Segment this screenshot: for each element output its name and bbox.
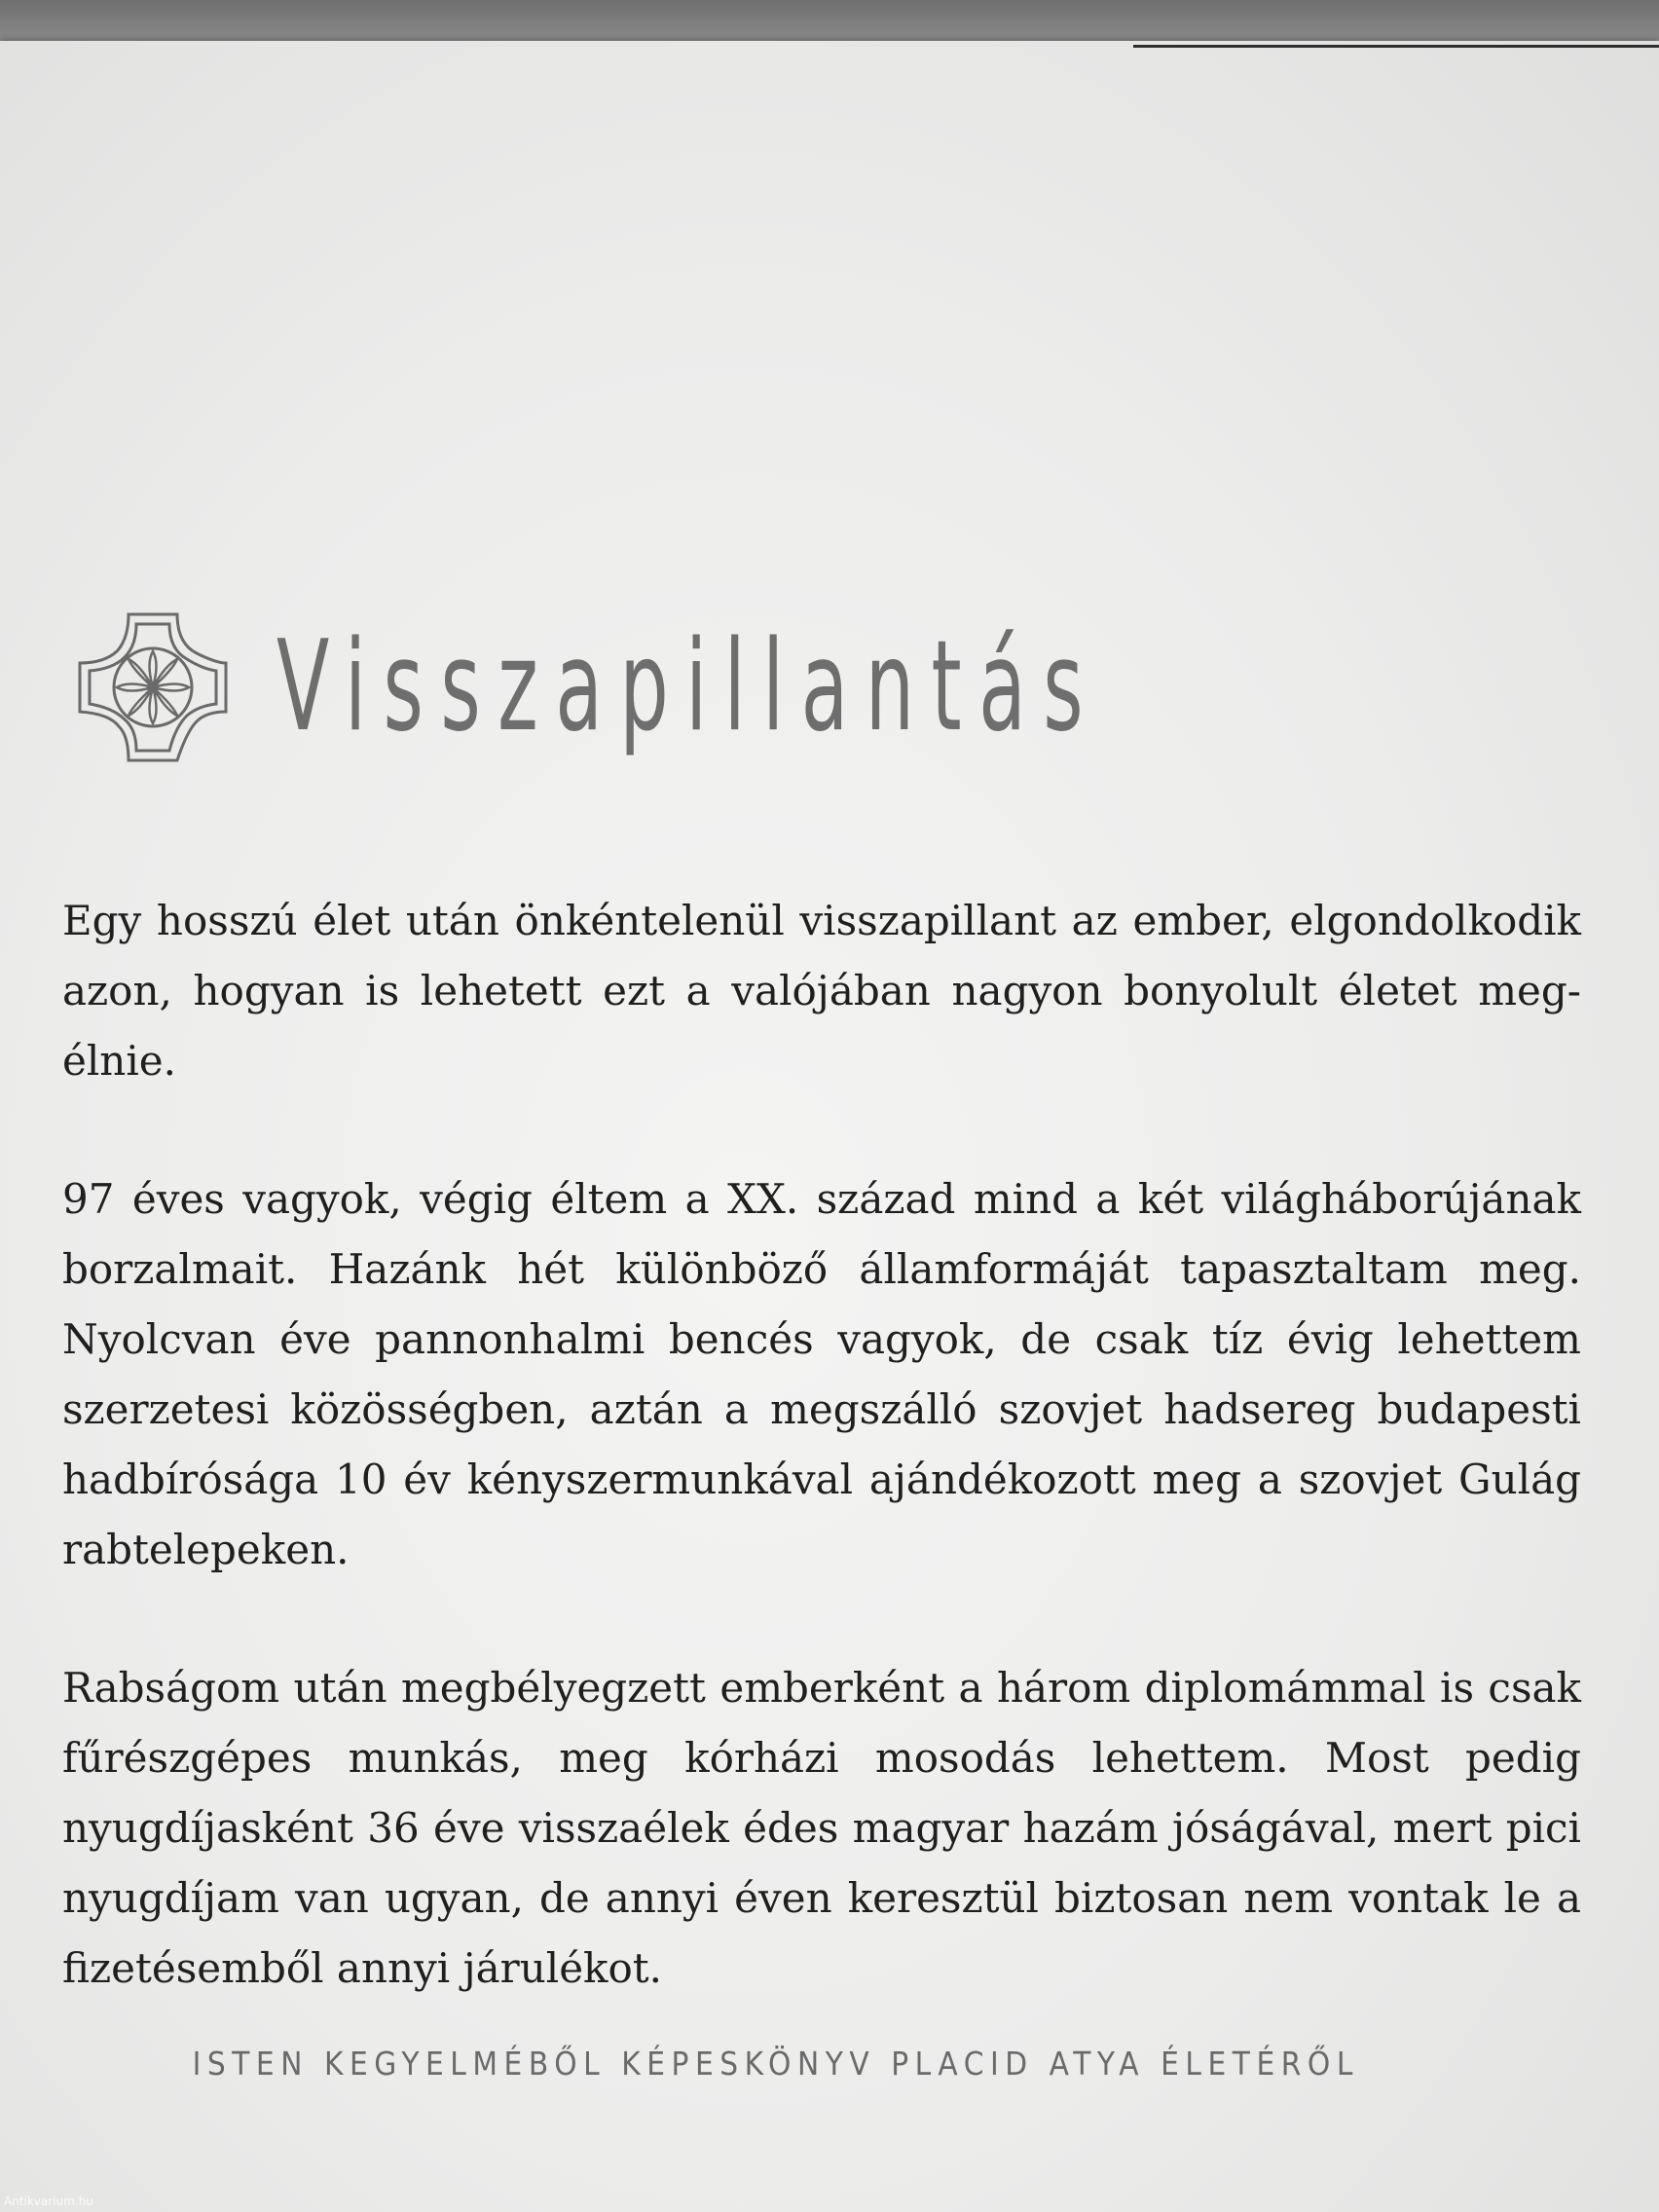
body-text bbox=[62, 886, 1581, 2072]
page-edge-shadow bbox=[1133, 45, 1659, 48]
paragraph-2: 97 éves vagyok, végig éltem a XX. század mind a két világháborújának borzalmait. Hazánk hét különböző államformáját tapasztaltam meg. Nyolcvan éve pannonhalmi bencés vagyok, de csak tíz évig lehettem szerzetesi közösségben, aztán a megszálló szovjet hadsereg budapesti hadbírósága 10 év kényszermunkával ajándékozott meg a szovjet Gulág rabtelepeken. bbox=[62, 1175, 1581, 1573]
paragraph-1: Egy hosszú élet után önkéntelenül visszapillant az ember, elgondolkodik azon, hogyan is lehetett ezt a valójában nagyon bonyolult életet megélnie. bbox=[62, 897, 1581, 1085]
paragraph-3: Rabságom után megbélyegzett emberként a három diplomámmal is csak fűrészgépes munkás, meg kórházi mosodás lehettem. Most pedig nyugdíjasként 36 éve visszaélek édes magyar hazám jóságával, mert pici nyugdíjam van ugyan, de annyi éven keresztül biztosan nem vontak le a fizetésemből annyi járulékot. bbox=[62, 1664, 1581, 1992]
running-footer bbox=[0, 2045, 1659, 2083]
footer-text: ISTEN KEGYELMÉBŐL KÉPESKÖNYV PLACID ATYA ÉLETÉRŐL bbox=[192, 2045, 1360, 2083]
quatrefoil-flower-icon bbox=[70, 605, 236, 770]
chapter-title: Visszapillantás bbox=[276, 614, 1101, 759]
chapter-heading bbox=[70, 600, 1605, 775]
watermark: Antikvarium.hu bbox=[4, 2194, 93, 2208]
